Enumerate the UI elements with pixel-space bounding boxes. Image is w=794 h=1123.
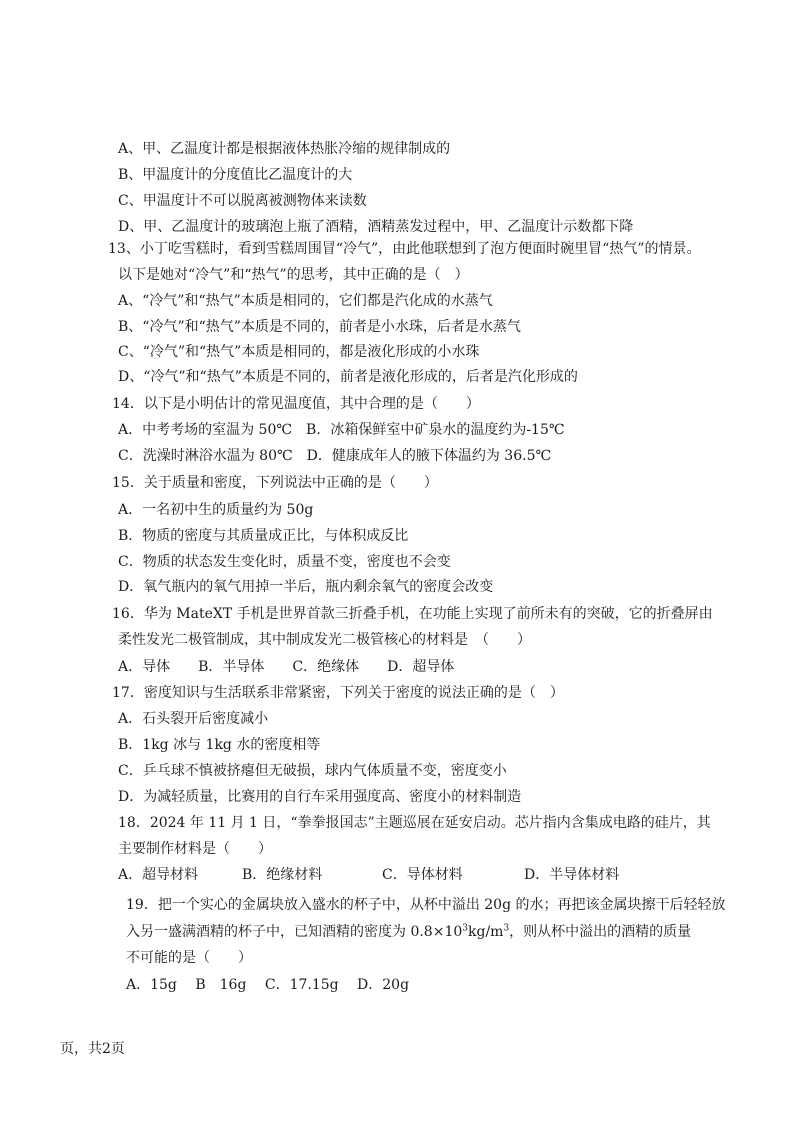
q15-option-a: A．一名初中生的质量约为 50g: [118, 502, 314, 518]
q17-option-b: B．1kg 冰与 1kg 水的密度相等: [118, 737, 321, 753]
q14-options-row2: C．洗澡时淋浴水温为 80℃ D．健康成年人的腋下体温约为 36.5℃: [118, 448, 552, 464]
q15-stem: 15．关于质量和密度，下列说法中正确的是（ ）: [112, 475, 438, 491]
q13-option-a: A、“冷气”和“热气”本质是相同的，它们都是汽化成的水蒸气: [118, 293, 493, 309]
q19-stem-line2: [126, 925, 691, 939]
q14-options-row1: A．中考考场的室温为 50℃ B．冰箱保鲜室中矿泉水的温度约为-15℃: [118, 422, 565, 438]
q12-option-c: C、甲温度计不可以脱离被测物体来读数: [118, 193, 367, 209]
q19-options: A．15g B 16g C．17.15g D．20g: [126, 977, 410, 993]
q12-option-b: B、甲温度计的分度值比乙温度计的大: [118, 167, 353, 183]
q18-option-c: C．导体材料: [382, 867, 463, 883]
q19-stem-line3: 不可能的是（ ）: [126, 950, 252, 966]
q17-option-a: A．石头裂开后密度减小: [118, 711, 269, 727]
q12-option-d: D、甲、乙温度计的玻璃泡上瓶了酒精，酒精蒸发过程中，甲、乙温度计示数都下降: [118, 219, 634, 235]
q15-option-d: D．氧气瓶内的氧气用掉一半后，瓶内剩余氧气的密度会改变: [118, 579, 494, 595]
q14-stem: 14．以下是小明估计的常见温度值，其中合理的是（ ）: [112, 396, 480, 412]
q18-option-d: D．半导体材料: [524, 867, 620, 883]
q17-stem: 17．密度知识与生活联系非常紧密，下列关于密度的说法正确的是（ ）: [112, 685, 564, 701]
q13-option-b: B、“冷气”和“热气”本质是不同的，前者是小水珠，后者是水蒸气: [118, 319, 521, 335]
q18-stem-line1: 18．2024 年 11 月 1 日，“拳拳报国志”主题巡展在延安启动。芯片指内含集成电路的硅片，其: [118, 815, 711, 831]
q13-option-c: C、“冷气”和“热气”本质是相同的，都是液化形成的小水珠: [118, 344, 480, 360]
q17-option-d: D．为减轻质量，比赛用的自行车采用强度高、密度小的材料制造: [118, 789, 522, 805]
q19-unit-exponent: 3: [503, 923, 510, 934]
page-footer: 页，共2页: [60, 1041, 125, 1057]
q17-option-c: C．乒乓球不慎被挤瘪但无破损，球内气体质量不变，密度变小: [118, 763, 507, 779]
q19-line2-tail: ，则从杯中溢出的酒精的质量: [509, 924, 692, 940]
q15-option-c: C．物质的状态发生变化时，质量不变，密度也不会变: [118, 554, 451, 570]
q19-exponent: 3: [462, 923, 468, 934]
q19-line2-text: 入另一盛满酒精的杯子中，已知酒精的密度为 0.8×10: [126, 924, 463, 940]
q16-options: A．导体 B．半导体 C．绝缘体 D．超导体: [118, 659, 455, 675]
q12-option-a: A、甲、乙温度计都是根据液体热胀冷缩的规律制成的: [118, 141, 451, 157]
q18-option-a: A．超导材料: [118, 867, 199, 883]
q13-option-d: D、“冷气”和“热气”本质是不同的，前者是液化形成的，后者是汽化形成的: [118, 369, 578, 385]
q15-option-b: B．物质的密度与其质量成正比，与体积成反比: [118, 528, 409, 544]
q13-stem-line1: 13、小丁吃雪糕时，看到雪糕周围冒“冷气”，由此他联想到了泡方便面时碗里冒“热气”的情景。: [108, 241, 701, 257]
q16-stem-line1: 16．华为 MateXT 手机是世界首款三折叠手机，在功能上实现了前所未有的突破，它的折叠屏由: [112, 606, 713, 622]
q16-stem-line2: 柔性发光二极管制成，其中制成发光二极管核心的材料是 （ ）: [118, 632, 531, 648]
q13-stem-line2: 以下是她对“冷气”和“热气”的思考，其中正确的是（ ）: [118, 267, 469, 283]
q18-option-b: B．绝缘材料: [242, 867, 323, 883]
q18-stem-line2: 主要制作材料是（ ）: [118, 841, 272, 857]
q19-stem-line1: 19．把一个实心的金属块放入盛水的杯子中，从杯中溢出 20g 的水；再把该金属块擦干后轻轻放: [126, 897, 726, 913]
q19-unit: kg/m: [468, 924, 504, 940]
